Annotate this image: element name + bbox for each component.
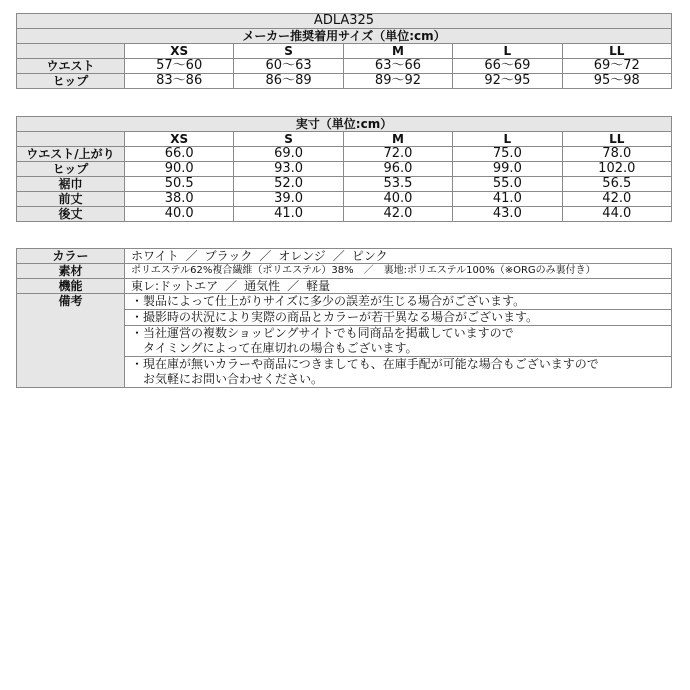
recommended-size-table [16, 13, 672, 89]
cell-value: 42.0 [343, 207, 452, 222]
corner-cell [17, 132, 125, 147]
cell-value: 40.0 [125, 207, 234, 222]
corner-cell [17, 44, 125, 59]
function-label: 機能 [17, 279, 125, 294]
size-header: M [343, 132, 452, 147]
separator: ／ [225, 279, 238, 293]
separator: ／ [332, 249, 345, 263]
note-text: ・現在庫が無いカラーや商品につきましても、在庫手配が可能な場合もございますので [131, 357, 599, 371]
cell-value: 92～95 [453, 74, 562, 89]
row-label: ヒップ [17, 74, 125, 89]
cell-value: 63～66 [343, 59, 452, 74]
color-label: カラー [17, 249, 125, 264]
actual-size-title: 実寸（単位:cm） [17, 117, 672, 132]
cell-value: 40.0 [343, 192, 452, 207]
cell-value: 56.5 [562, 177, 671, 192]
function-item: 軽量 [306, 279, 331, 293]
material-value: ポリエステル62%複合繊維（ポリエステル）38% ／ 裏地:ポリエステル100%（※ORGのみ裏付き） [125, 264, 672, 279]
cell-value: 50.5 [125, 177, 234, 192]
notes-label: 備考 [17, 294, 125, 388]
color-item: ピンク [351, 249, 388, 263]
cell-value: 38.0 [125, 192, 234, 207]
cell-value: 42.0 [562, 192, 671, 207]
cell-value: 53.5 [343, 177, 452, 192]
table-row [17, 177, 672, 192]
material-row [17, 264, 672, 279]
row-label: ウエスト [17, 59, 125, 74]
table-row [17, 59, 672, 74]
table-row [17, 74, 672, 89]
size-header: L [453, 44, 562, 59]
row-label: ヒップ [17, 162, 125, 177]
cell-value: 52.0 [234, 177, 343, 192]
row-label: 後丈 [17, 207, 125, 222]
cell-value: 93.0 [234, 162, 343, 177]
cell-value: 66.0 [125, 147, 234, 162]
function-item: 通気性 [244, 279, 281, 293]
function-row [17, 279, 672, 294]
color-item: オレンジ [278, 249, 326, 263]
note-text: タイミングによって在庫切れの場合もございます。 [143, 341, 418, 355]
note-item [125, 294, 672, 310]
color-item: ブラック [204, 249, 253, 263]
row-label: ウエスト/上がり [17, 147, 125, 162]
color-item: ホワイト [131, 249, 179, 263]
cell-value: 43.0 [453, 207, 562, 222]
note-item [125, 357, 672, 388]
size-header: L [453, 132, 562, 147]
product-info-table [16, 248, 672, 388]
size-header: M [343, 44, 452, 59]
model-number: ADLA325 [17, 14, 672, 29]
size-header: XS [125, 44, 234, 59]
size-header: LL [562, 44, 671, 59]
cell-value: 86～89 [234, 74, 343, 89]
function-list [125, 279, 672, 294]
size-header: S [234, 132, 343, 147]
cell-value: 95～98 [562, 74, 671, 89]
table-row [17, 147, 672, 162]
size-header: XS [125, 132, 234, 147]
table-row [17, 162, 672, 177]
cell-value: 55.0 [453, 177, 562, 192]
color-list [125, 249, 672, 264]
cell-value: 75.0 [453, 147, 562, 162]
size-header: LL [562, 132, 671, 147]
cell-value: 102.0 [562, 162, 671, 177]
color-row [17, 249, 672, 264]
cell-value: 60～63 [234, 59, 343, 74]
cell-value: 69～72 [562, 59, 671, 74]
actual-size-table [16, 116, 672, 222]
row-label: 裾巾 [17, 177, 125, 192]
cell-value: 89～92 [343, 74, 452, 89]
cell-value: 83～86 [125, 74, 234, 89]
separator: ／ [259, 249, 272, 263]
note-text: ・撮影時の状況により実際の商品とカラーが若干異なる場合がございます。 [131, 310, 539, 324]
cell-value: 78.0 [562, 147, 671, 162]
cell-value: 66～69 [453, 59, 562, 74]
material-label: 素材 [17, 264, 125, 279]
separator: ／ [287, 279, 300, 293]
size-header: S [234, 44, 343, 59]
cell-value: 69.0 [234, 147, 343, 162]
separator: ／ [185, 249, 198, 263]
note-text: ・当社運営の複数ショッピングサイトでも同商品を掲載していますので [131, 326, 514, 340]
cell-value: 41.0 [453, 192, 562, 207]
cell-value: 57～60 [125, 59, 234, 74]
cell-value: 72.0 [343, 147, 452, 162]
cell-value: 99.0 [453, 162, 562, 177]
cell-value: 41.0 [234, 207, 343, 222]
note-item [125, 310, 672, 326]
note-text: お気軽にお問い合わせください。 [143, 372, 324, 386]
cell-value: 96.0 [343, 162, 452, 177]
row-label: 前丈 [17, 192, 125, 207]
cell-value: 39.0 [234, 192, 343, 207]
function-item: 東レ:ドットエア [131, 279, 219, 293]
table-row [17, 192, 672, 207]
cell-value: 90.0 [125, 162, 234, 177]
cell-value: 44.0 [562, 207, 671, 222]
recommended-size-title: メーカー推奨着用サイズ（単位:cm） [17, 29, 672, 44]
table-row [17, 207, 672, 222]
note-item [125, 326, 672, 357]
note-text: ・製品によって仕上がりサイズに多少の誤差が生じる場合がございます。 [131, 294, 526, 308]
note-row [17, 294, 672, 310]
